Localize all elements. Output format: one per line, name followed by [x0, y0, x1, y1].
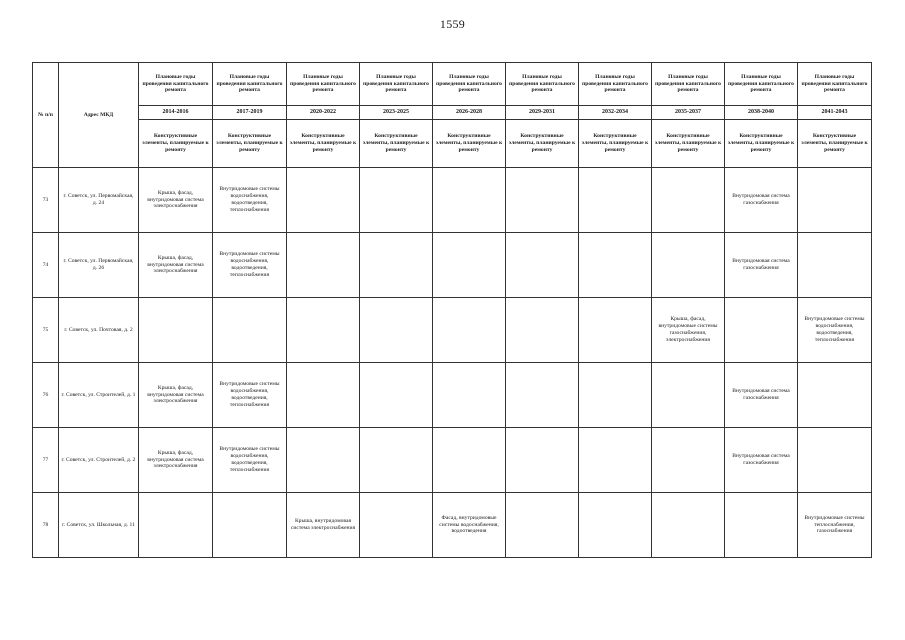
building-address: г. Советск, ул. Первомайская, д. 24	[59, 168, 139, 233]
repair-cell	[652, 233, 725, 298]
row-number: 78	[33, 493, 59, 558]
repair-cell	[725, 493, 798, 558]
year-range-header: 2020-2022	[287, 106, 360, 120]
repair-cell	[506, 428, 579, 493]
repair-cell	[360, 233, 433, 298]
repair-cell	[798, 168, 872, 233]
repair-cell	[433, 233, 506, 298]
repair-cell	[139, 298, 213, 363]
repair-cell: Внутридомовая система газоснабжения	[725, 233, 798, 298]
repair-cell	[652, 363, 725, 428]
repair-cell	[506, 363, 579, 428]
repair-cell	[360, 428, 433, 493]
table-row	[33, 493, 872, 558]
repair-cell	[506, 168, 579, 233]
table-row	[33, 298, 872, 363]
row-number: 73	[33, 168, 59, 233]
repair-cell	[798, 233, 872, 298]
elements-header: Конструктивные элементы, планируемые к ремонту	[725, 120, 798, 168]
year-range-header: 2023-2025	[360, 106, 433, 120]
repair-cell	[287, 168, 360, 233]
repair-cell	[213, 493, 287, 558]
year-range-header: 2014-2016	[139, 106, 213, 120]
repair-cell: Внутридомовые системы теплоснабжения, газоснабжения	[798, 493, 872, 558]
repair-cell	[798, 363, 872, 428]
page-number: 1559	[439, 17, 466, 31]
repair-cell	[433, 363, 506, 428]
repair-cell	[652, 493, 725, 558]
period-header: Плановые годы проведения капитального ремонта	[725, 63, 798, 106]
period-header: Плановые годы проведения капитального ремонта	[433, 63, 506, 106]
elements-header: Конструктивные элементы, планируемые к ремонту	[287, 120, 360, 168]
repair-cell	[360, 298, 433, 363]
period-header: Плановые годы проведения капитального ремонта	[213, 63, 287, 106]
table-row	[33, 233, 872, 298]
repair-cell	[506, 493, 579, 558]
repair-cell	[139, 493, 213, 558]
repair-cell	[433, 428, 506, 493]
period-header: Плановые годы проведения капитального ремонта	[360, 63, 433, 106]
elements-header: Конструктивные элементы, планируемые к ремонту	[506, 120, 579, 168]
repair-cell	[506, 298, 579, 363]
building-address: г. Советск, ул. Строителей, д. 2	[59, 428, 139, 493]
row-number: 77	[33, 428, 59, 493]
period-header: Плановые годы проведения капитального ремонта	[139, 63, 213, 106]
period-header: Плановые годы проведения капитального ремонта	[652, 63, 725, 106]
building-address: г. Советск, ул. Школьная, д. 11	[59, 493, 139, 558]
table-row	[33, 428, 872, 493]
elements-header: Конструктивные элементы, планируемые к ремонту	[360, 120, 433, 168]
repair-cell: Крыша, фасад, внутридомовые системы газоснабжения, электроснабжения	[652, 298, 725, 363]
repair-cell: Внутридомовые системы водоснабжения, водоотведения, теплоснабжения	[213, 363, 287, 428]
year-range-header: 2041-2043	[798, 106, 872, 120]
repair-cell	[360, 493, 433, 558]
elements-header: Конструктивные элементы, планируемые к ремонту	[652, 120, 725, 168]
repair-cell	[433, 298, 506, 363]
address-column-header: Адрес МКД	[59, 63, 139, 168]
repair-cell	[433, 168, 506, 233]
repair-cell	[579, 168, 652, 233]
repair-cell	[798, 428, 872, 493]
repair-cell	[287, 233, 360, 298]
elements-header: Конструктивные элементы, планируемые к ремонту	[213, 120, 287, 168]
repair-cell	[287, 363, 360, 428]
building-address: г. Советск, ул. Строителей, д. 1	[59, 363, 139, 428]
table-row	[33, 363, 872, 428]
repair-cell: Крыша, фасад, внутридомовая система электроснабжения	[139, 363, 213, 428]
repair-cell: Внутридомовые системы водоснабжения, водоотведения, теплоснабжения	[798, 298, 872, 363]
elements-header: Конструктивные элементы, планируемые к ремонту	[139, 120, 213, 168]
period-header: Плановые годы проведения капитального ремонта	[287, 63, 360, 106]
repair-cell	[213, 298, 287, 363]
repair-cell	[579, 493, 652, 558]
years-header-row	[33, 106, 872, 120]
year-range-header: 2032-2034	[579, 106, 652, 120]
repair-cell	[725, 298, 798, 363]
repair-cell: Внутридомовая система газоснабжения	[725, 168, 798, 233]
row-number: 76	[33, 363, 59, 428]
year-range-header: 2029-2031	[506, 106, 579, 120]
elements-header: Конструктивные элементы, планируемые к ремонту	[798, 120, 872, 168]
repair-cell	[652, 428, 725, 493]
year-range-header: 2038-2040	[725, 106, 798, 120]
period-header: Плановые годы проведения капитального ремонта	[798, 63, 872, 106]
capital-repair-plan-table	[32, 62, 872, 558]
table-row	[33, 168, 872, 233]
year-range-header: 2017-2019	[213, 106, 287, 120]
elements-header: Конструктивные элементы, планируемые к ремонту	[579, 120, 652, 168]
repair-cell: Крыша, фасад, внутридомовая система электроснабжения	[139, 428, 213, 493]
period-header: Плановые годы проведения капитального ремонта	[579, 63, 652, 106]
year-range-header: 2026-2028	[433, 106, 506, 120]
repair-cell	[506, 233, 579, 298]
period-header-row	[33, 63, 872, 106]
repair-cell: Внутридомовая система газоснабжения	[725, 428, 798, 493]
repair-cell: Внутридомовая система газоснабжения	[725, 363, 798, 428]
repair-cell: Крыша, внутридомовая система электроснабжения	[287, 493, 360, 558]
repair-cell	[579, 363, 652, 428]
repair-cell: Внутридомовые системы водоснабжения, водоотведения, теплоснабжения	[213, 233, 287, 298]
period-header: Плановые годы проведения капитального ремонта	[506, 63, 579, 106]
num-column-header: № п/п	[33, 63, 59, 168]
repair-cell	[287, 298, 360, 363]
building-address: г. Советск, ул. Почтовая, д. 2	[59, 298, 139, 363]
repair-cell: Фасад, внутридомовые системы водоснабжения, водоотведения	[433, 493, 506, 558]
repair-cell	[652, 168, 725, 233]
repair-cell: Крыша, фасад, внутридомовая система электроснабжения	[139, 233, 213, 298]
repair-cell: Внутридомовые системы водоснабжения, водоотведения, теплоснабжения	[213, 168, 287, 233]
repair-cell	[579, 428, 652, 493]
elements-header: Конструктивные элементы, планируемые к ремонту	[433, 120, 506, 168]
repair-cell: Крыша, фасад, внутридомовая система электроснабжения	[139, 168, 213, 233]
row-number: 75	[33, 298, 59, 363]
building-address: г. Советск, ул. Первомайская, д. 26	[59, 233, 139, 298]
repair-cell	[579, 298, 652, 363]
repair-cell	[360, 363, 433, 428]
elements-header-row	[33, 120, 872, 168]
repair-cell	[360, 168, 433, 233]
repair-cell	[579, 233, 652, 298]
repair-cell: Внутридомовые системы водоснабжения, водоотведения, теплоснабжения	[213, 428, 287, 493]
year-range-header: 2035-2037	[652, 106, 725, 120]
repair-cell	[287, 428, 360, 493]
row-number: 74	[33, 233, 59, 298]
